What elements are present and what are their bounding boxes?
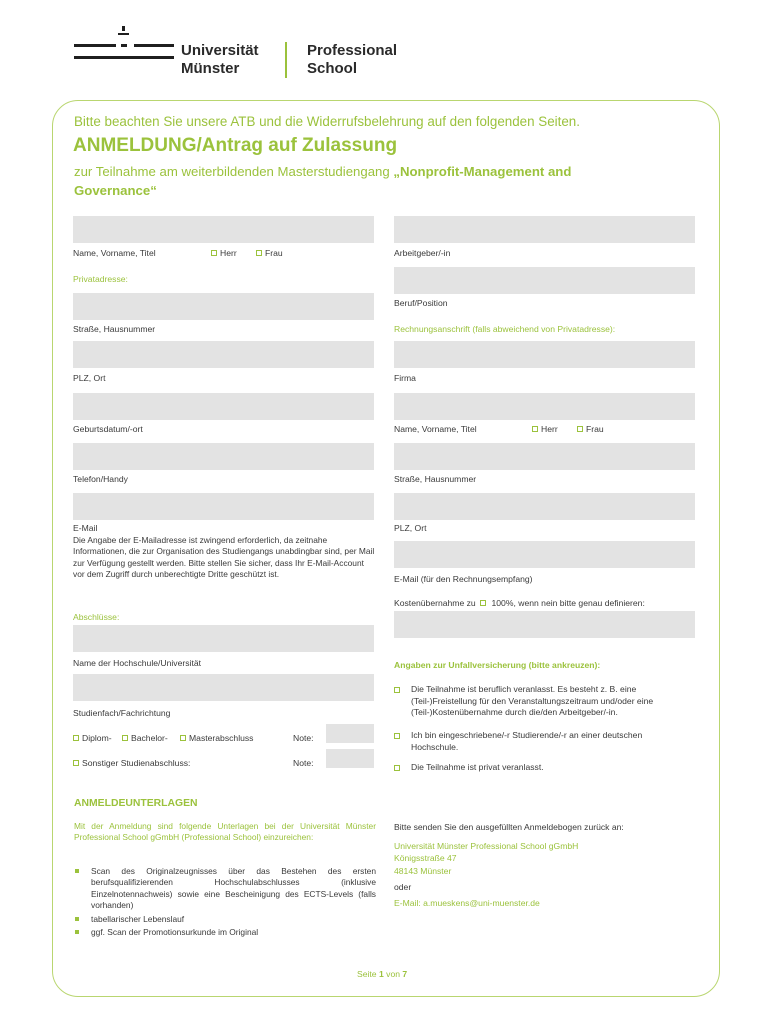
billing-strasse-field[interactable] [394,443,695,470]
note2-field[interactable] [326,749,374,768]
kosten-field[interactable] [394,611,695,638]
privatadresse-heading: Privatadresse: [73,274,128,284]
page-von: von [386,969,401,979]
logo-bar-2 [121,44,127,47]
bachelor-checkbox[interactable] [122,735,128,741]
logo-university-line2: Münster [181,60,240,77]
logo-bar-top [122,26,125,31]
logo-bar-mid [118,33,129,35]
unfall-option-privat[interactable] [394,762,691,774]
billing-name-field[interactable] [394,393,695,420]
frau-option[interactable] [256,248,283,258]
herr-option[interactable] [211,248,237,258]
email-field[interactable] [73,493,374,520]
list-item: Scan des Originalzeugnisses über das Bestehen des ersten berufsqualifizierenden Hochschulabschlusses (inklusive Einzelnotennachweis) sowie eine Bescheinigung des ECTS-Levels (falls vorhanden) [74,866,376,912]
list-item: ggf. Scan der Promotionsurkunde im Original [74,927,376,938]
subtitle-prefix: zur Teilnahme am weiterbildenden Masterstudiengang [74,164,394,179]
billing-plz-label: PLZ, Ort [394,523,427,533]
telefon-label: Telefon/Handy [73,474,128,484]
arbeitgeber-label: Arbeitgeber/-in [394,248,451,258]
unfall-beruflich-checkbox[interactable] [394,687,400,693]
arbeitgeber-field[interactable] [394,216,695,243]
program-name-line2: Governance“ [74,183,157,198]
sonstiger-checkbox[interactable] [73,760,79,766]
unfall-privat-checkbox[interactable] [394,765,400,771]
logo-bar-1 [74,44,116,47]
kosten-checkbox[interactable] [480,600,486,606]
beruf-field[interactable] [394,267,695,294]
page-current: 1 [378,969,384,979]
billing-plz-field[interactable] [394,493,695,520]
unfall-option-beruflich[interactable] [394,684,691,719]
master-label: Masterabschluss [189,733,254,743]
page-title: ANMELDUNG/Antrag auf Zulassung [73,135,398,156]
unfall-beruflich-text: Die Teilnahme ist beruflich veranlasst. Es besteht z. B. eine (Teil-)Freistellung für den Veranstaltungszeitraum und/oder eine (Teil-)Kostenübernahme durch die/den Arbeitgeber/-in. [411,684,654,718]
diplom-option[interactable] [73,733,112,743]
unterlagen-list [74,866,376,938]
return-email-link[interactable]: E-Mail: a.mueskens@uni-muenster.de [394,898,540,908]
page-seite: Seite [357,969,377,979]
billing-herr-label: Herr [541,424,558,434]
studienfach-label: Studienfach/Fachrichtung [73,708,171,718]
note1-label: Note: [293,733,314,743]
page-total: 7 [402,969,408,979]
bachelor-label: Bachelor- [131,733,168,743]
frau-label: Frau [265,248,283,258]
email-note: Die Angabe der E-Mailadresse ist zwingend erforderlich, da zeitnahe Informationen, die zur Organisation des Studiengangs unabdingbar sind, per Mail zur Verfügung gestellt werden. Bitte stellen Sie sicher, dass Ihr E-Mail-Account vor dem Zugriff durch unberechtigte Dritte geschützt ist. [73,535,375,580]
billing-email-field[interactable] [394,541,695,568]
hochschule-label: Name der Hochschule/Universität [73,658,202,668]
billing-herr-option[interactable] [532,424,558,434]
atb-notice: Bitte beachten Sie unsere ATB und die Widerrufsbelehrung auf den folgenden Seiten. [74,114,580,129]
geburtsdatum-field[interactable] [73,393,374,420]
strasse-label: Straße, Hausnummer [73,324,156,334]
billing-herr-checkbox[interactable] [532,426,538,432]
kosten-prefix: Kostenübernahme zu [394,598,476,608]
billing-frau-checkbox[interactable] [577,426,583,432]
logo-university-line1: Universität [181,42,259,59]
unfall-studierende-text: Ich bin eingeschriebene/-r Studierende/-r an einer deutschen Hochschule. [411,730,643,752]
billing-frau-option[interactable] [577,424,604,434]
page-number [357,969,407,979]
unfall-studierende-checkbox[interactable] [394,733,400,739]
return-oder: oder [394,882,412,892]
strasse-field[interactable] [73,293,374,320]
master-checkbox[interactable] [180,735,186,741]
billing-email-label: E-Mail (für den Rechnungsempfang) [394,574,533,584]
email-label: E-Mail [73,523,98,533]
firma-field[interactable] [394,341,695,368]
diplom-checkbox[interactable] [73,735,79,741]
rechnungsanschrift-heading: Rechnungsanschrift (falls abweichend von Privatadresse): [394,324,616,334]
geburtsdatum-label: Geburtsdatum/-ort [73,424,143,434]
logo-bar-4 [74,56,174,59]
list-item: tabellarischer Lebenslauf [74,914,376,925]
herr-checkbox[interactable] [211,250,217,256]
return-address-line1: Universität Münster Professional School gGmbH [394,841,579,851]
subtitle [74,162,704,200]
unfall-heading: Angaben zur Unfallversicherung (bitte ankreuzen): [394,660,601,670]
frau-checkbox[interactable] [256,250,262,256]
unfall-privat-text: Die Teilnahme ist privat veranlasst. [411,762,544,772]
unfall-option-studierende[interactable] [394,730,691,753]
university-logo [74,26,414,80]
logo-bar-3 [134,44,174,47]
logo-school-line2: School [307,60,358,77]
billing-name-label: Name, Vorname, Titel [394,424,477,434]
program-name-line1: „Nonprofit-Management and [393,164,572,179]
name-label: Name, Vorname, Titel [73,248,156,258]
master-option[interactable] [180,733,253,743]
studienfach-field[interactable] [73,674,374,701]
logo-school-line1: Professional [307,42,398,59]
herr-label: Herr [220,248,237,258]
return-address-line3: 48143 Münster [394,866,452,876]
firma-label: Firma [394,373,416,383]
note2-label: Note: [293,758,314,768]
abschluesse-heading: Abschlüsse: [73,612,120,622]
kosten-suffix: 100%, wenn nein bitte genau definieren: [491,598,645,608]
kostenuebernahme-option[interactable] [394,598,645,608]
sonstiger-option[interactable] [73,758,190,768]
unterlagen-heading: ANMELDEUNTERLAGEN [74,798,198,809]
return-instruction: Bitte senden Sie den ausgefüllten Anmeldebogen zurück an: [394,822,624,832]
sonstiger-label: Sonstiger Studienabschluss: [82,758,191,768]
telefon-field[interactable] [73,443,374,470]
return-address-line2: Königsstraße 47 [394,853,457,863]
name-field[interactable] [73,216,374,243]
diplom-label: Diplom- [82,733,112,743]
bachelor-option[interactable] [122,733,168,743]
unterlagen-intro: Mit der Anmeldung sind folgende Unterlagen bei der Universität Münster Professional School gGmbH (Professional School) einzureichen: [74,821,376,843]
logo-divider [285,42,287,78]
billing-strasse-label: Straße, Hausnummer [394,474,477,484]
plz-field[interactable] [73,341,374,368]
billing-frau-label: Frau [586,424,604,434]
note1-field[interactable] [326,724,374,743]
hochschule-field[interactable] [73,625,374,652]
beruf-label: Beruf/Position [394,298,448,308]
plz-label: PLZ, Ort [73,373,106,383]
